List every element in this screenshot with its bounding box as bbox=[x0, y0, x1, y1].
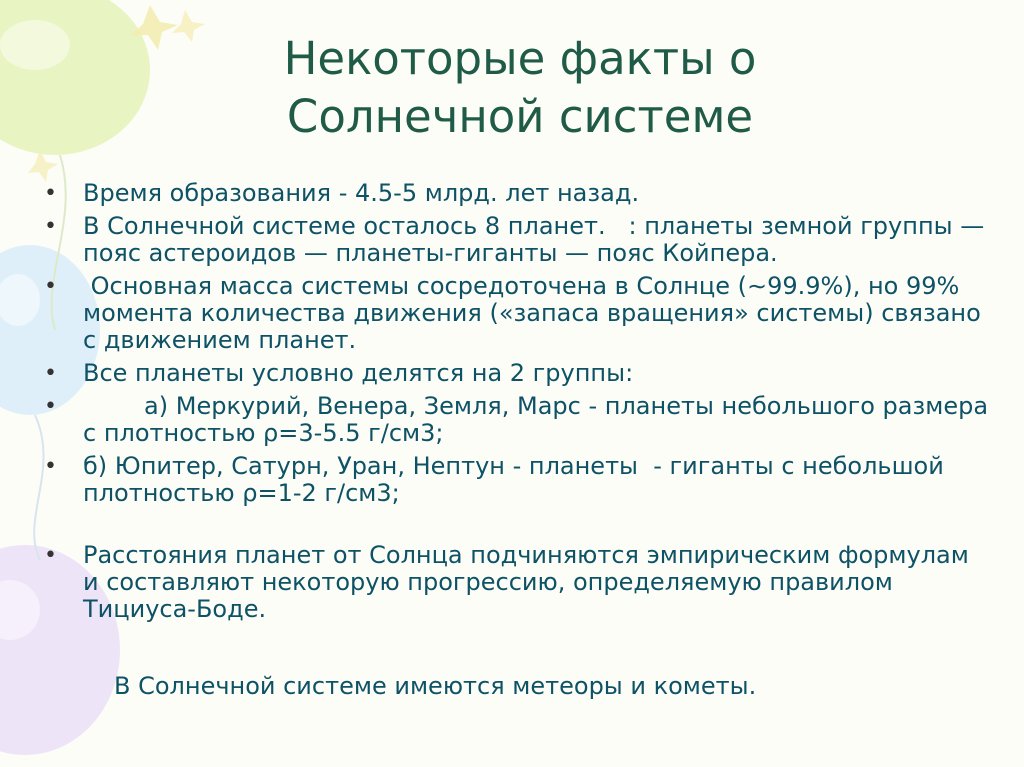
list-item-text: а) Меркурий, Венера, Земля, Марс - планеты небольшого размера с плотностью ρ=3-5.5 г/см3; bbox=[83, 392, 996, 447]
list-item bbox=[40, 213, 990, 267]
bullet-icon: • bbox=[44, 361, 57, 386]
list-item bbox=[40, 392, 996, 447]
list-item-text: Основная масса системы сосредоточена в Солнце (∼99.9%), но 99% момента количества движения («запаса вращения» системы) связано с движением планет. bbox=[83, 272, 989, 354]
bullet-list bbox=[40, 179, 996, 629]
bullet-icon: • bbox=[44, 543, 57, 568]
bullet-icon: • bbox=[44, 394, 57, 419]
bullet-icon: • bbox=[44, 181, 57, 206]
bullet-icon: • bbox=[44, 214, 57, 239]
list-item bbox=[40, 180, 990, 207]
bullet-icon: • bbox=[44, 454, 57, 479]
list-item-text: б) Юпитер, Сатурн, Уран, Нептун - планеты - гиганты с небольшой плотностью ρ=1-2 г/см3; bbox=[83, 452, 952, 507]
title-line-1: Некоторые факты о bbox=[283, 32, 757, 85]
list-item-text: Расстояния планет от Солнца подчиняются эмпирическим формулам и составляют некоторую прогрессию, определяемую правилом Тициуса-Боде. bbox=[83, 541, 977, 623]
list-item-text: В Солнечной системе осталось 8 планет. : планеты земной группы — пояс астероидов — планеты-гиганты — пояс Койпера. bbox=[83, 212, 992, 267]
closing-line: В Солнечной системе имеются метеоры и кометы. bbox=[114, 672, 757, 700]
list-item-text: Время образования - 4.5-5 млрд. лет назад. bbox=[83, 179, 640, 207]
bullet-icon: • bbox=[44, 274, 57, 299]
list-item-text: Все планеты условно делятся на 2 группы: bbox=[83, 359, 634, 387]
list-item bbox=[40, 360, 990, 387]
list-item bbox=[40, 453, 990, 507]
title-line-2: Солнечной системе bbox=[286, 90, 754, 143]
list-item bbox=[40, 542, 990, 623]
page-title bbox=[120, 30, 920, 146]
list-item bbox=[40, 273, 990, 354]
